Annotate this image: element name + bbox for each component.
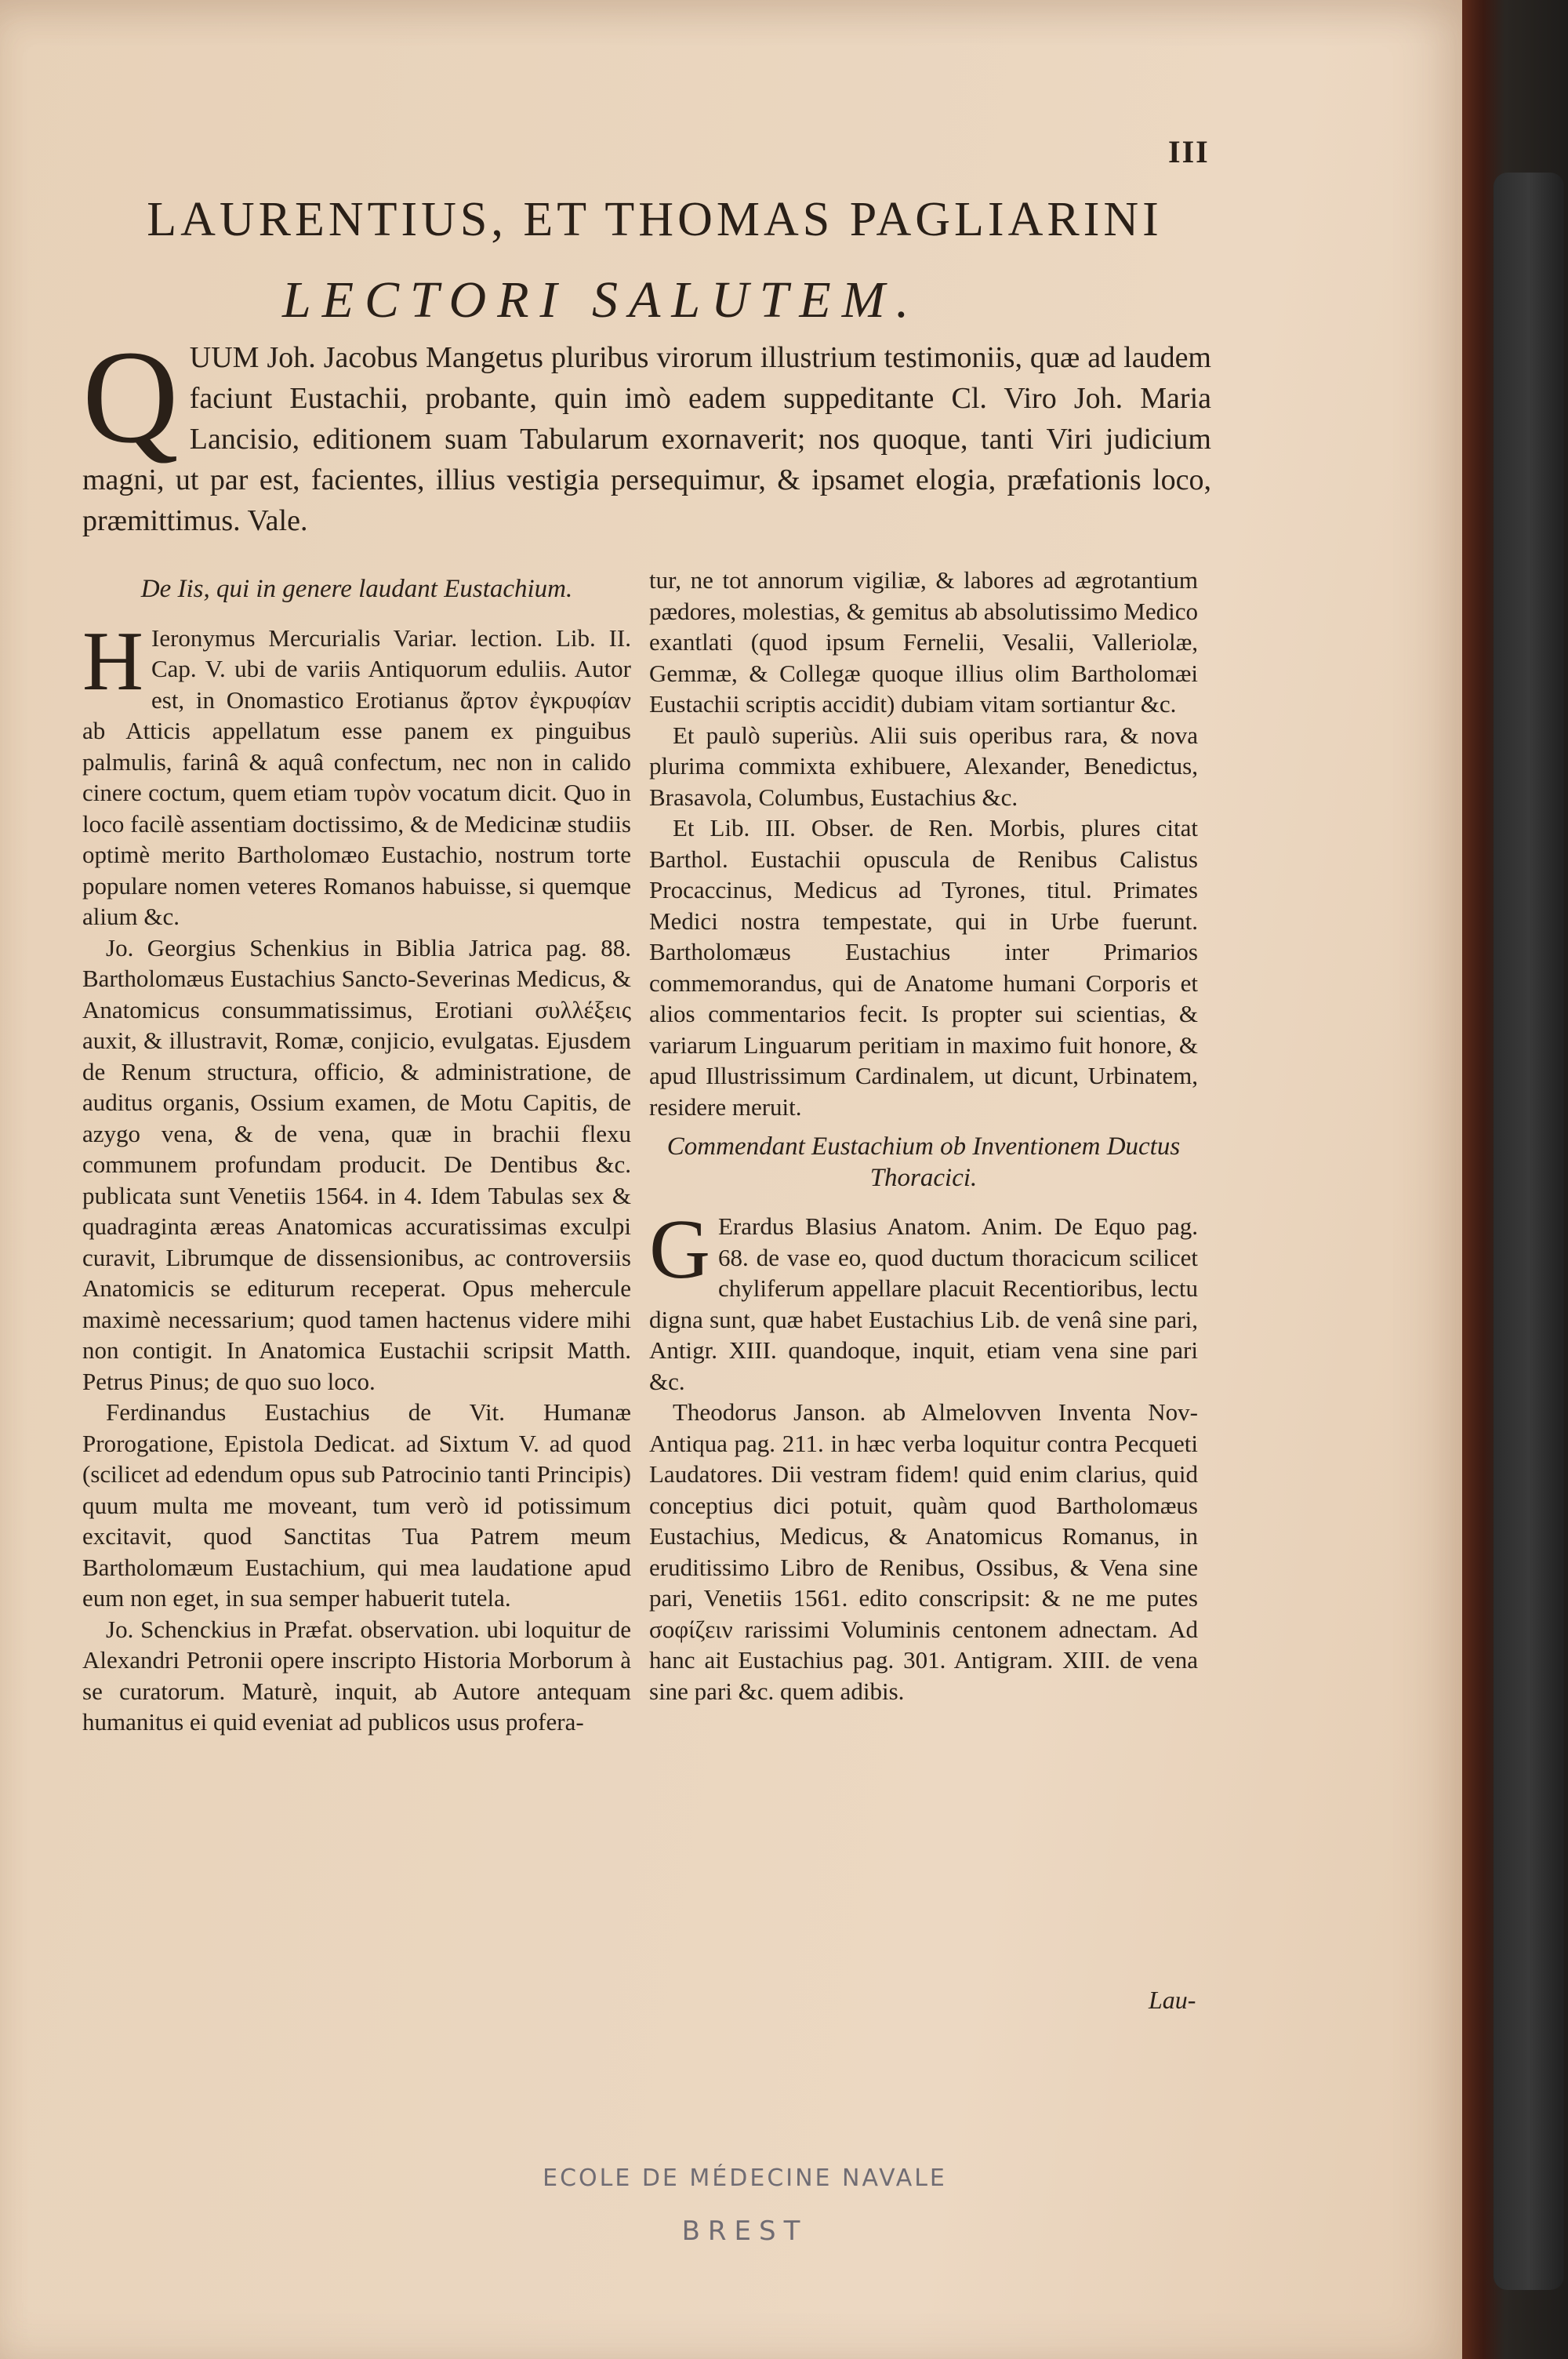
intro-paragraph bbox=[82, 323, 1211, 541]
library-stamp bbox=[541, 2165, 949, 2247]
right-column bbox=[649, 565, 1198, 1707]
left-dropcap: H bbox=[82, 614, 143, 708]
right-paragraph-2: Et paulò superiùs. Alii suis operibus rara, & nova plurima commixta exhibuere, Alexander, Benedictus, Brasavola, Columbus, Eustachius &c. bbox=[649, 721, 1198, 811]
book-edge bbox=[1462, 0, 1568, 2359]
left-paragraph-2: Jo. Georgius Schenkius in Biblia Jatrica pag. 88. Bartholomæus Eustachius Sancto-Severinas Medicus, & Anatomicus consummatissimus, Erotiani συλλέξεις auxit, & illustravit, Romæ, conjicio, evulgatas. Ejusdem de Renum structura, officio, & administratione, de auditus organis, Ossium examen, de Motu Capitis, de azygo vena, & de vena, quæ in brachii flexu communem profundam producit. De Dentibus &c. publicata sunt Venetiis 1564. in 4. Idem Tabulas sex & quadraginta æreas Anatomicas accuratissimas exculpi curavit, Librumque de dissensionibus, ac controversiis Anatomicis se editurum receperat. Opus mehercule maximè necessarium; quod tamen hactenus videre mihi non contigit. In Anatomica Eustachii scripsit Matth. Petrus Pinus; de quo suo loco. bbox=[82, 933, 631, 1395]
right-paragraph-4-text: Erardus Blasius Anatom. Anim. De Equo pag. 68. de vase eo, quod ductum thoracicum scilicet chyliferum appellare placuit Recentioribus, lectu digna sunt, quæ habet Eustachius Lib. de venâ sine pari, Antigr. XIII. quandoque, inquit, etiam vena sine pari &c. bbox=[649, 1212, 1198, 1395]
title-line-2: LECTORI SALUTEM. bbox=[282, 271, 920, 329]
right-paragraph-4 bbox=[649, 1203, 1198, 1397]
title-line-1: LAURENTIUS, ET THOMAS PAGLIARINI bbox=[147, 193, 1163, 246]
left-paragraph-1 bbox=[82, 614, 631, 932]
right-column-heading: Commendant Eustachium ob Inventionem Ductus Thoracici. bbox=[666, 1132, 1181, 1192]
intro-text: UUM Joh. Jacobus Mangetus pluribus virorum illustrium testimoniis, quæ ad laudem faciunt Eustachii, probante, quin imò eadem suppeditante Cl. Viro Joh. Maria Lancisio, editionem suam Tabularum exornaverit; nos quoque, tanti Viri judicium magni, ut par est, facientes, illius vestigia persequimur, & ipsamet elogia, præfationis loco, præmittimus. Vale. bbox=[82, 341, 1211, 537]
right-dropcap: G bbox=[649, 1203, 710, 1296]
left-paragraph-4: Jo. Schenckius in Præfat. observation. ubi loquitur de Alexandri Petronii opere inscripto Historia Morborum à se curatorum. Maturè, inquit, ab Autore antequam humanitus ei quid eveniat ad publicos usus profera- bbox=[82, 1615, 631, 1736]
left-paragraph-3: Ferdinandus Eustachius de Vit. Humanæ Prorogatione, Epistola Dedicat. ad Sixtum V. ad quod (scilicet ad edendum opus sub Patrocinio tanti Principis) quum multa me moveant, tum verò id potissimum excitavit, quod Sanctitas Tua Patrem meum Bartholomæum Eustachium, qui mea laudatione apud eum non eget, in sua semper habuerit tutela. bbox=[82, 1398, 631, 1612]
intro-dropcap: Q bbox=[82, 323, 179, 471]
catchword: Lau- bbox=[1149, 1986, 1196, 2014]
left-column-heading: De Iis, qui in genere laudant Eustachium. bbox=[140, 575, 573, 603]
page-number: III bbox=[1168, 134, 1210, 169]
left-column bbox=[82, 565, 631, 1738]
stamp-line-2: BREST bbox=[681, 2215, 808, 2247]
right-paragraph-5: Theodorus Janson. ab Almelovven Inventa Nov-Antiqua pag. 211. in hæc verba loquitur contra Pecqueti Laudatores. Dii vestram fidem! quid enim clarius, quid conceptius dici potuit, quàm quod Bartholomæus Eustachius, Medicus, & Anatomicus Romanus, in eruditissimo Libro de Renibus, Ossibus, & Vena sine pari, Venetiis 1561. edito conscripsit: & ne me putes σοφίζειν rarissimi Voluminis centonem adnectam. Ad hanc ait Eustachius pag. 301. Antigram. XIII. de vena sine pari &c. quem adibis. bbox=[649, 1398, 1198, 1705]
right-paragraph-1: tur, ne tot annorum vigiliæ, & labores ad ægrotantium pædores, molestias, & gemitus ab absolutissimo Medico exantlati (quod ipsum Fernelii, Vesalii, Valleriolæ, Gemmæ, & Collegæ quoque illius olim Bartholomæi Eustachii scriptis accidit) dubiam vitam sortiantur &c. bbox=[649, 566, 1198, 718]
right-paragraph-3: Et Lib. III. Obser. de Ren. Morbis, plures citat Barthol. Eustachii opuscula de Renibus Calistus Procaccinus, Medicus ad Tyrones, titul. Primates Medici nostra tempestate, qui in Urbe fuerunt. Bartholomæus Eustachius inter Primarios commemorandus, qui de Anatome humani Corporis et alios commentarios fecit. Is propter sui scientias, & variarum Linguarum peritiam in maximo fuit honore, & apud Illustrissimum Cardinalem, ut dicunt, Urbinatem, residere meruit. bbox=[649, 814, 1198, 1121]
left-paragraph-1-text: Ieronymus Mercurialis Variar. lection. Lib. II. Cap. V. ubi de variis Antiquorum eduliis. Autor est, in Onomastico Erotianus ἄρτον ἐγκρυφίαν ab Atticis appellatum esse panem ex pinguibus palmulis, farinâ & aquâ confectum, nec non in calido cinere coctum, quem etiam τυρὸν vocatum dicit. Quo in loco facilè assentiam doctissimo, & de Medicinæ studiis optimè merito Bartholomæo Eustachio, nostrum torte populare nomen veteres Romanos habuisse, si quemque alium &c. bbox=[82, 623, 631, 930]
book-spine bbox=[1494, 173, 1564, 2290]
stamp-line-1: ECOLE DE MÉDECINE NAVALE bbox=[543, 2165, 947, 2192]
